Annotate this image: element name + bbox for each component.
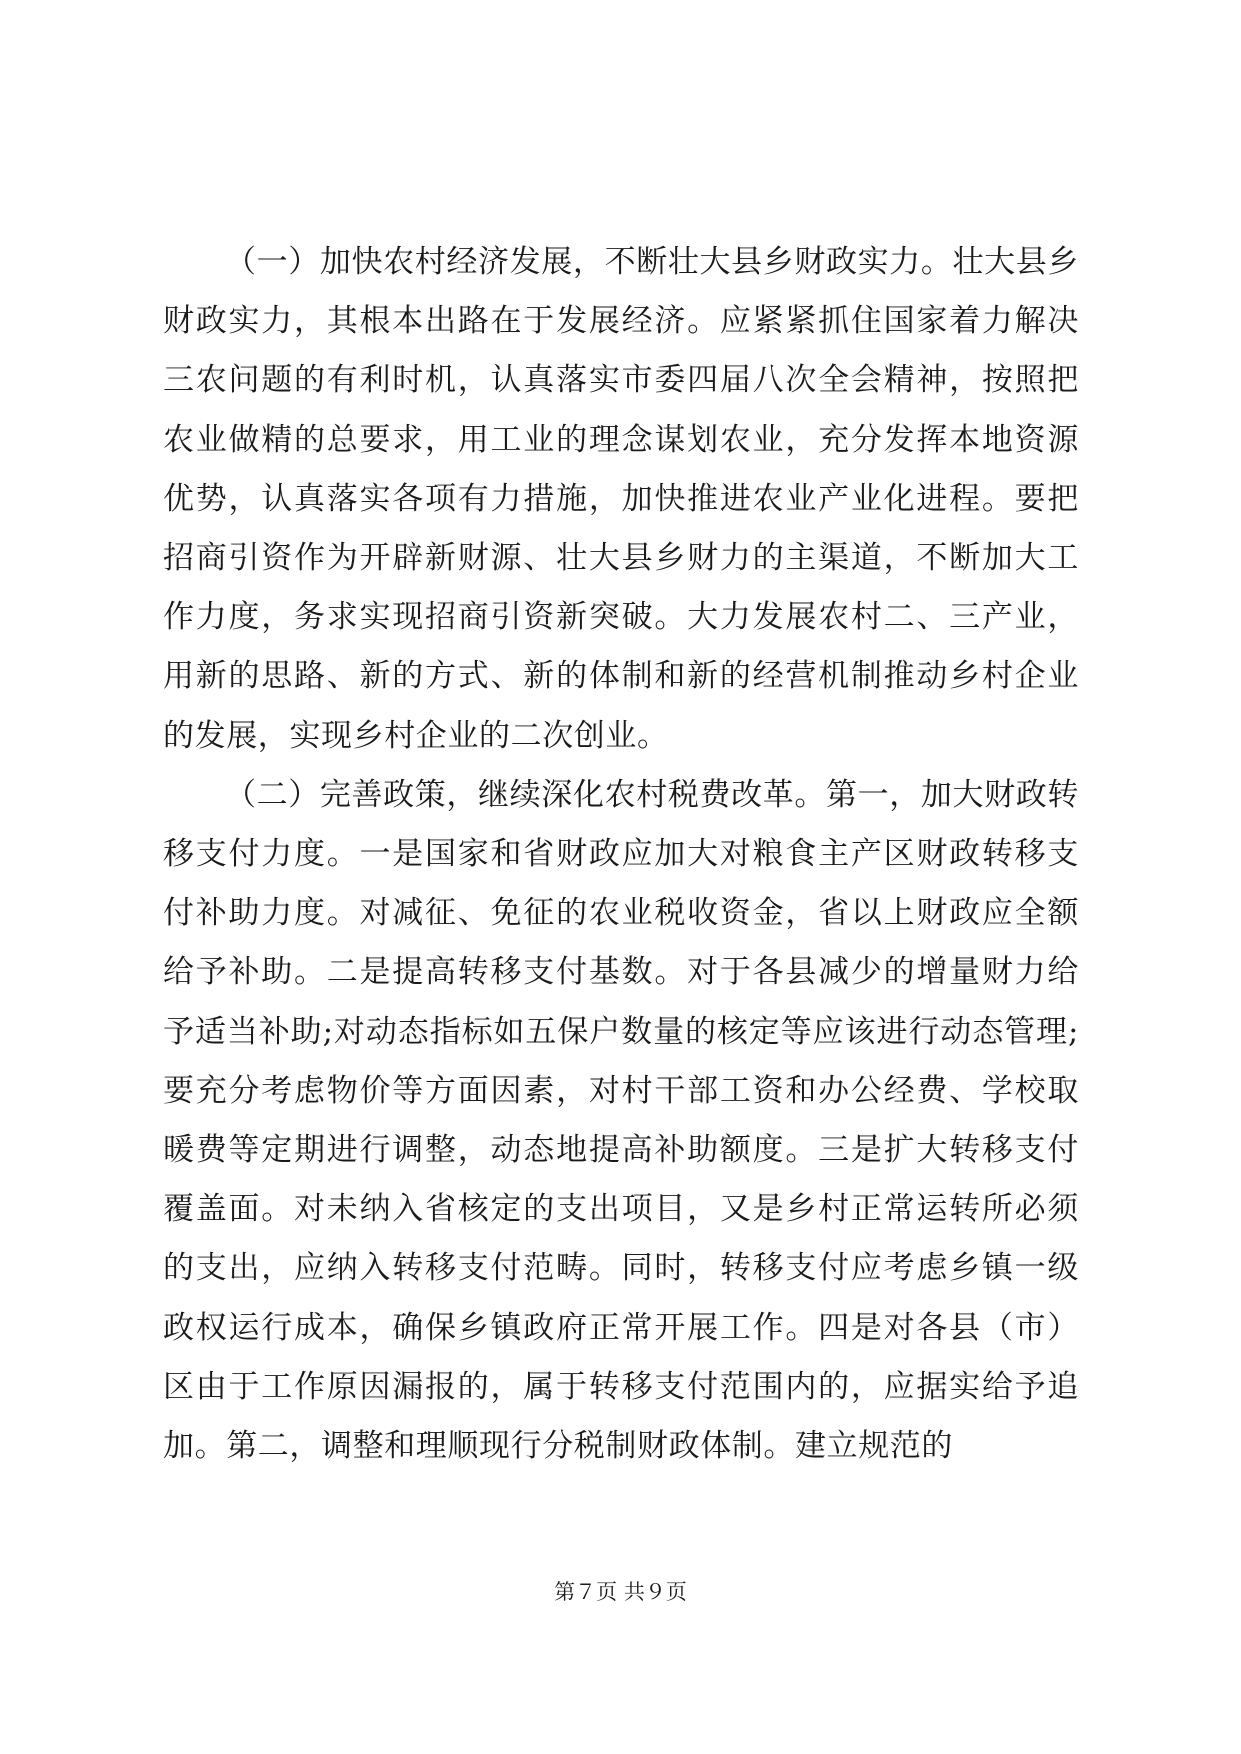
page-number-footer: 第７页 共９页: [554, 1580, 687, 1604]
document-body: [163, 233, 1079, 1476]
paragraph-2: （二）完善政策，继续深化农村税费改革。第一，加大财政转移支付力度。一是国家和省财政应加大对粮食主产区财政转移支付补助力度。对减征、免征的农业税收资金，省以上财政应全额给予补助。二是提高转移支付基数。对于各县减少的增量财力给予适当补助;对动态指标如五保户数量的核定等应该进行动态管理;要充分考虑物价等方面因素，对村干部工资和办公经费、学校取暖费等定期进行调整，动态地提高补助额度。三是扩大转移支付覆盖面。对未纳入省核定的支出项目，又是乡村正常运转所必须的支出，应纳入转移支付范畴。同时，转移支付应考虑乡镇一级政权运行成本，确保乡镇政府正常开展工作。四是对各县（市）区由于工作原因漏报的，属于转移支付范围内的，应据实给予追加。第二，调整和理顺现行分税制财政体制。建立规范的: [163, 776, 1079, 1465]
paragraph-1: （一）加快农村经济发展，不断壮大县乡财政实力。壮大县乡财政实力，其根本出路在于发展经济。应紧紧抓住国家着力解决三农问题的有利时机，认真落实市委四届八次全会精神，按照把农业做精的总要求，用工业的理念谋划农业，充分发挥本地资源优势，认真落实各项有力措施，加快推进农业产业化进程。要把招商引资作为开辟新财源、壮大县乡财力的主渠道，不断加大工作力度，务求实现招商引资新突破。大力发展农村二、三产业，用新的思路、新的方式、新的体制和新的经营机制推动乡村企业的发展，实现乡村企业的二次创业。: [163, 244, 1079, 754]
